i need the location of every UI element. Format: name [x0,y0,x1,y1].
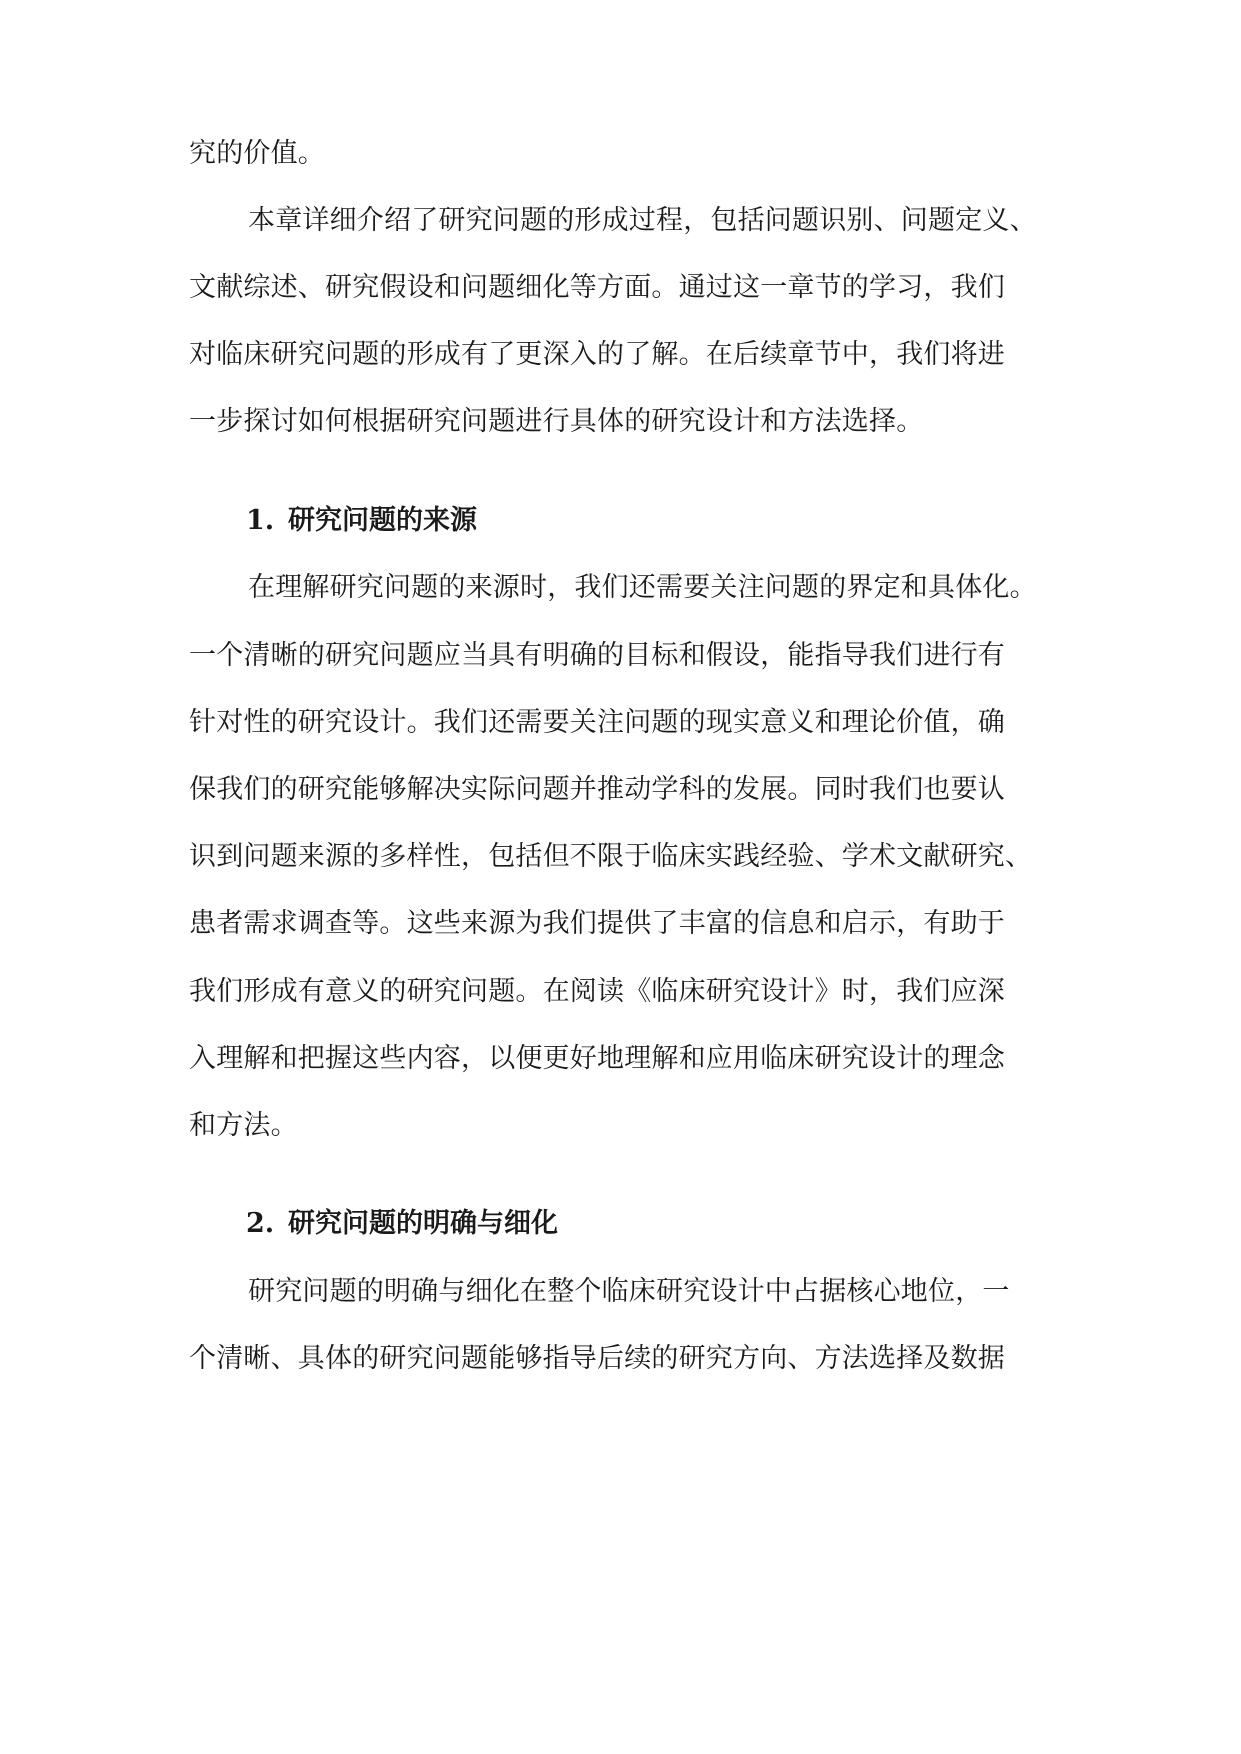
paragraph-line: 针对性的研究设计。我们还需要关注问题的现实意义和理论价值，确 [189,707,1005,738]
paragraph-line: 本章详细介绍了研究问题的形成过程，包括问题识别、问题定义、 [248,205,1037,236]
paragraph-line: 入理解和把握这些内容，以便更好地理解和应用临床研究设计的理念 [189,1043,1005,1074]
paragraph-line: 究的价值。 [189,138,325,169]
paragraph-line: 一个清晰的研究问题应当具有明确的目标和假设，能指导我们进行有 [189,640,1005,671]
paragraph-line: 保我们的研究能够解决实际问题并推动学科的发展。同时我们也要认 [189,774,1005,805]
heading-number: 2. [246,1208,275,1239]
paragraph-line: 在理解研究问题的来源时，我们还需要关注问题的界定和具体化。 [248,572,1037,603]
paragraph-line: 研究问题的明确与细化在整个临床研究设计中占据核心地位，一 [248,1276,1010,1307]
paragraph-line: 识到问题来源的多样性，包括但不限于临床实践经验、学术文献研究、 [189,841,1033,872]
paragraph-line: 一步探讨如何根据研究问题进行具体的研究设计和方法选择。 [189,406,924,437]
heading-title: 研究问题的明确与细化 [288,1208,558,1239]
heading-title: 研究问题的来源 [288,505,477,536]
section-heading-2 [246,1206,558,1242]
paragraph-line: 文献综述、研究假设和问题细化等方面。通过这一章节的学习，我们 [189,272,1005,303]
paragraph-line: 个清晰、具体的研究问题能够指导后续的研究方向、方法选择及数据 [189,1343,1005,1374]
paragraph-line: 和方法。 [189,1110,298,1141]
heading-number: 1. [246,505,275,536]
paragraph-line: 我们形成有意义的研究问题。在阅读《临床研究设计》时，我们应深 [189,976,1005,1007]
section-heading-1 [246,503,477,539]
paragraph-line: 患者需求调查等。这些来源为我们提供了丰富的信息和启示，有助于 [189,908,1005,939]
paragraph-line: 对临床研究问题的形成有了更深入的了解。在后续章节中，我们将进 [189,339,1005,370]
